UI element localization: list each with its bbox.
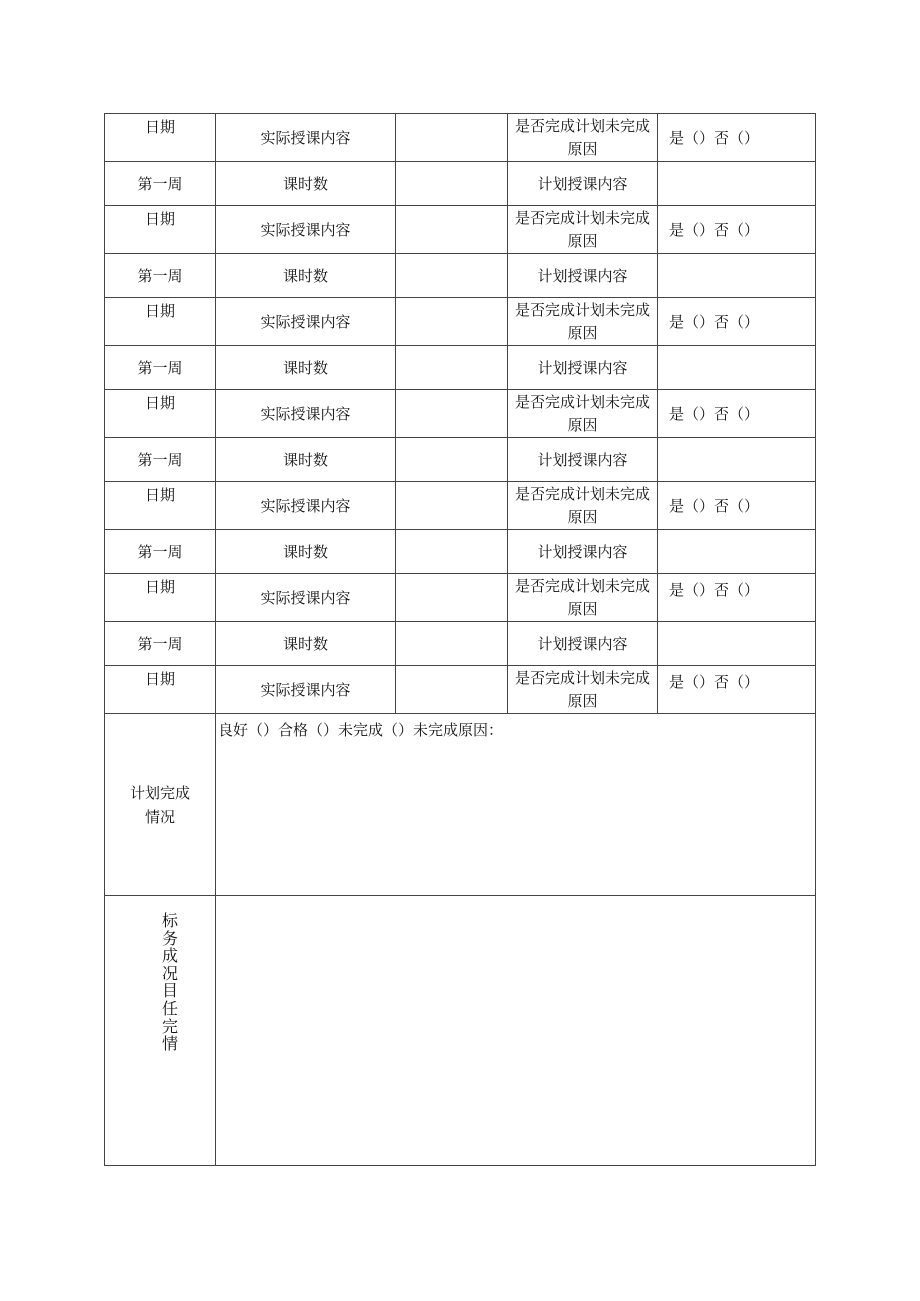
actual-content-label-text: 实际授课内容 bbox=[260, 405, 351, 423]
week-label bbox=[104, 345, 215, 389]
yes-no-field[interactable] bbox=[657, 389, 816, 437]
yes-no-field-text: 是（）否（） bbox=[669, 581, 760, 599]
week-label-text: 第一周 bbox=[137, 543, 183, 561]
actual-content-label-text: 实际授课内容 bbox=[260, 221, 351, 239]
yes-no-field[interactable] bbox=[657, 665, 816, 713]
week-label bbox=[104, 437, 215, 481]
actual-content-label bbox=[215, 205, 395, 253]
planned-content-label bbox=[507, 253, 657, 297]
planned-content-label-text: 计划授课内容 bbox=[537, 451, 628, 469]
target-completion-label bbox=[104, 895, 215, 1166]
actual-content-label bbox=[215, 665, 395, 713]
completion-reason-label-text: 是否完成计划未完成原因 bbox=[514, 208, 650, 250]
hours-cell[interactable] bbox=[395, 253, 507, 297]
week-label-text: 第一周 bbox=[137, 175, 183, 193]
hours-label bbox=[215, 529, 395, 573]
planned-content-label bbox=[507, 345, 657, 389]
hours-label-text: 课时数 bbox=[282, 267, 328, 285]
yes-no-field[interactable] bbox=[657, 113, 816, 161]
actual-content-label-text: 实际授课内容 bbox=[260, 681, 351, 699]
completion-reason-label bbox=[507, 113, 657, 161]
planned-content-cell[interactable] bbox=[657, 437, 816, 481]
week-label bbox=[104, 253, 215, 297]
date-label bbox=[104, 389, 215, 437]
date-label-text: 日期 bbox=[144, 578, 175, 596]
actual-content-cell[interactable] bbox=[395, 113, 507, 161]
completion-reason-label bbox=[507, 481, 657, 529]
hours-cell[interactable] bbox=[395, 161, 507, 205]
hours-label-text: 课时数 bbox=[282, 451, 328, 469]
actual-content-cell[interactable] bbox=[395, 481, 507, 529]
date-label-text: 日期 bbox=[144, 486, 175, 504]
hours-cell[interactable] bbox=[395, 345, 507, 389]
yes-no-field-text: 是（）否（） bbox=[669, 497, 760, 515]
week-label bbox=[104, 529, 215, 573]
hours-cell[interactable] bbox=[395, 529, 507, 573]
actual-content-cell[interactable] bbox=[395, 665, 507, 713]
date-label-text: 日期 bbox=[144, 118, 175, 136]
date-label bbox=[104, 481, 215, 529]
actual-content-label-text: 实际授课内容 bbox=[260, 497, 351, 515]
planned-content-label-text: 计划授课内容 bbox=[537, 359, 628, 377]
planned-content-label-text: 计划授课内容 bbox=[537, 635, 628, 653]
date-label bbox=[104, 113, 215, 161]
hours-cell[interactable] bbox=[395, 621, 507, 665]
date-label-text: 日期 bbox=[144, 670, 175, 688]
planned-content-label bbox=[507, 437, 657, 481]
target-completion-field[interactable] bbox=[215, 895, 816, 1166]
yes-no-field[interactable] bbox=[657, 481, 816, 529]
completion-reason-label-text: 是否完成计划未完成原因 bbox=[514, 300, 650, 342]
week-label bbox=[104, 621, 215, 665]
completion-reason-label bbox=[507, 665, 657, 713]
yes-no-field-text: 是（）否（） bbox=[669, 673, 760, 691]
actual-content-label bbox=[215, 389, 395, 437]
date-label bbox=[104, 573, 215, 621]
plan-completion-label-text: 计划完成情况 bbox=[129, 783, 190, 826]
planned-content-label-text: 计划授课内容 bbox=[537, 267, 628, 285]
actual-content-label-text: 实际授课内容 bbox=[260, 313, 351, 331]
yes-no-field-text: 是（）否（） bbox=[669, 405, 760, 423]
actual-content-cell[interactable] bbox=[395, 205, 507, 253]
planned-content-cell[interactable] bbox=[657, 253, 816, 297]
hours-cell[interactable] bbox=[395, 437, 507, 481]
hours-label bbox=[215, 621, 395, 665]
planned-content-label bbox=[507, 529, 657, 573]
date-label bbox=[104, 665, 215, 713]
actual-content-label-text: 实际授课内容 bbox=[260, 129, 351, 147]
planned-content-label bbox=[507, 161, 657, 205]
week-label bbox=[104, 161, 215, 205]
actual-content-label bbox=[215, 113, 395, 161]
plan-completion-label bbox=[104, 713, 215, 895]
week-label-text: 第一周 bbox=[137, 359, 183, 377]
planned-content-cell[interactable] bbox=[657, 345, 816, 389]
completion-reason-label-text: 是否完成计划未完成原因 bbox=[514, 116, 650, 158]
hours-label bbox=[215, 437, 395, 481]
actual-content-label bbox=[215, 481, 395, 529]
teaching-plan-table bbox=[104, 113, 816, 1166]
week-label-text: 第一周 bbox=[137, 267, 183, 285]
completion-reason-label-text: 是否完成计划未完成原因 bbox=[514, 484, 650, 526]
planned-content-cell[interactable] bbox=[657, 621, 816, 665]
actual-content-cell[interactable] bbox=[395, 389, 507, 437]
date-label-text: 日期 bbox=[144, 302, 175, 320]
completion-reason-label bbox=[507, 205, 657, 253]
yes-no-field[interactable] bbox=[657, 297, 816, 345]
planned-content-label-text: 计划授课内容 bbox=[537, 543, 628, 561]
week-label-text: 第一周 bbox=[137, 451, 183, 469]
completion-status-field[interactable] bbox=[215, 713, 816, 895]
actual-content-cell[interactable] bbox=[395, 297, 507, 345]
completion-reason-label bbox=[507, 389, 657, 437]
planned-content-label-text: 计划授课内容 bbox=[537, 175, 628, 193]
completion-status-field-text: 良好（）合格（）未完成（）未完成原因： bbox=[218, 721, 504, 739]
actual-content-label bbox=[215, 297, 395, 345]
yes-no-field[interactable] bbox=[657, 573, 816, 621]
hours-label bbox=[215, 345, 395, 389]
yes-no-field[interactable] bbox=[657, 205, 816, 253]
hours-label-text: 课时数 bbox=[282, 635, 328, 653]
hours-label-text: 课时数 bbox=[282, 359, 328, 377]
hours-label bbox=[215, 161, 395, 205]
yes-no-field-text: 是（）否（） bbox=[669, 221, 760, 239]
yes-no-field-text: 是（）否（） bbox=[669, 313, 760, 331]
date-label-text: 日期 bbox=[144, 394, 175, 412]
planned-content-label bbox=[507, 621, 657, 665]
date-label bbox=[104, 297, 215, 345]
completion-reason-label-text: 是否完成计划未完成原因 bbox=[514, 392, 650, 434]
hours-label-text: 课时数 bbox=[282, 175, 328, 193]
hours-label bbox=[215, 253, 395, 297]
target-completion-label-text: 标务成况目任完情 bbox=[162, 911, 179, 1054]
hours-label-text: 课时数 bbox=[282, 543, 328, 561]
completion-reason-label-text: 是否完成计划未完成原因 bbox=[514, 668, 650, 710]
week-label-text: 第一周 bbox=[137, 635, 183, 653]
planned-content-cell[interactable] bbox=[657, 529, 816, 573]
yes-no-field-text: 是（）否（） bbox=[669, 129, 760, 147]
actual-content-label bbox=[215, 573, 395, 621]
planned-content-cell[interactable] bbox=[657, 161, 816, 205]
date-label-text: 日期 bbox=[144, 210, 175, 228]
completion-reason-label bbox=[507, 573, 657, 621]
date-label bbox=[104, 205, 215, 253]
completion-reason-label bbox=[507, 297, 657, 345]
actual-content-cell[interactable] bbox=[395, 573, 507, 621]
completion-reason-label-text: 是否完成计划未完成原因 bbox=[514, 576, 650, 618]
actual-content-label-text: 实际授课内容 bbox=[260, 589, 351, 607]
